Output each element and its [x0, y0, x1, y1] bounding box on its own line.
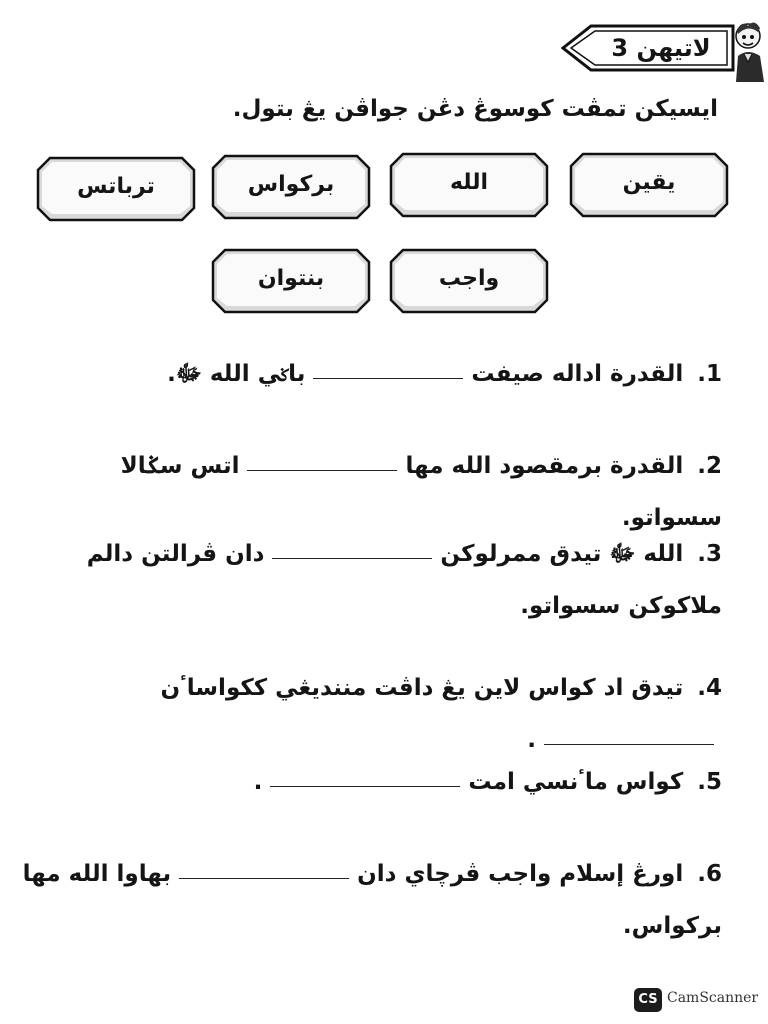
question-number: 1. [697, 361, 722, 387]
mascot-illustration [734, 18, 768, 84]
question-number: 4. [697, 675, 722, 701]
question-text-end: . [253, 769, 263, 795]
question-text-end: بهاوا الله مها بركواس. [22, 861, 722, 939]
camscanner-watermark [634, 988, 768, 1014]
question-number: 6. [697, 861, 722, 887]
worksheet-page [6, 0, 758, 1024]
question-text: القدرة اداله صيفت [471, 361, 684, 387]
word-label: واجب [438, 266, 500, 291]
question-6 [22, 848, 722, 952]
word-label: الله [449, 170, 489, 195]
answer-blank[interactable] [313, 370, 463, 379]
word-box-allah [389, 152, 549, 218]
question-5 [22, 756, 722, 808]
answer-blank[interactable] [179, 870, 349, 879]
question-4 [22, 662, 722, 766]
question-text: تيدق اد كواس لاين يڠ داڤت منندیڠي ككواساٴن [160, 675, 684, 701]
answer-blank[interactable] [270, 778, 460, 787]
answer-blank[interactable] [247, 462, 397, 471]
camscanner-brand: CamScanner [667, 990, 759, 1006]
question-text-end: . [527, 727, 536, 753]
question-number: 5. [697, 769, 722, 795]
question-text-end: باݢي الله ﷻ. [167, 361, 306, 387]
question-number: 2. [697, 453, 722, 479]
question-text: اورڠ إسلام واجب ڤرچاي دان [357, 861, 684, 887]
exercise-banner [561, 24, 741, 72]
question-text-end: اتس سݢالا سسواتو. [120, 453, 722, 531]
word-label: بنتوان [257, 266, 325, 291]
word-label: يقين [622, 170, 676, 195]
question-text: كواس ماٴنسي امت [468, 769, 684, 795]
answer-blank[interactable] [272, 550, 432, 559]
answer-blank[interactable] [544, 736, 714, 745]
word-box-berkuasa [211, 154, 371, 220]
instruction-text: ايسيكن تمڤت كوسوڠ دڠن جواڤن يڠ بتول. [232, 96, 718, 122]
word-box-wajib [389, 248, 549, 314]
question-number: 3. [697, 541, 722, 567]
word-label: ترباتس [77, 174, 155, 199]
question-text-end: دان ڤرالتن دالم ملاكوكن سسواتو. [86, 541, 722, 619]
question-text: الله ﷻ تيدق ممرلوكن [440, 541, 684, 567]
word-box-yakin [569, 152, 729, 218]
question-text: القدرة برمقصود الله مها [405, 453, 684, 479]
exercise-title: لاتيهن 3 [611, 34, 711, 62]
word-box-terbatas [36, 156, 196, 222]
question-1 [22, 348, 722, 400]
question-3 [22, 528, 722, 632]
word-label: بركواس [247, 172, 335, 197]
camscanner-logo: CS [634, 988, 662, 1012]
word-box-bantuan [211, 248, 371, 314]
